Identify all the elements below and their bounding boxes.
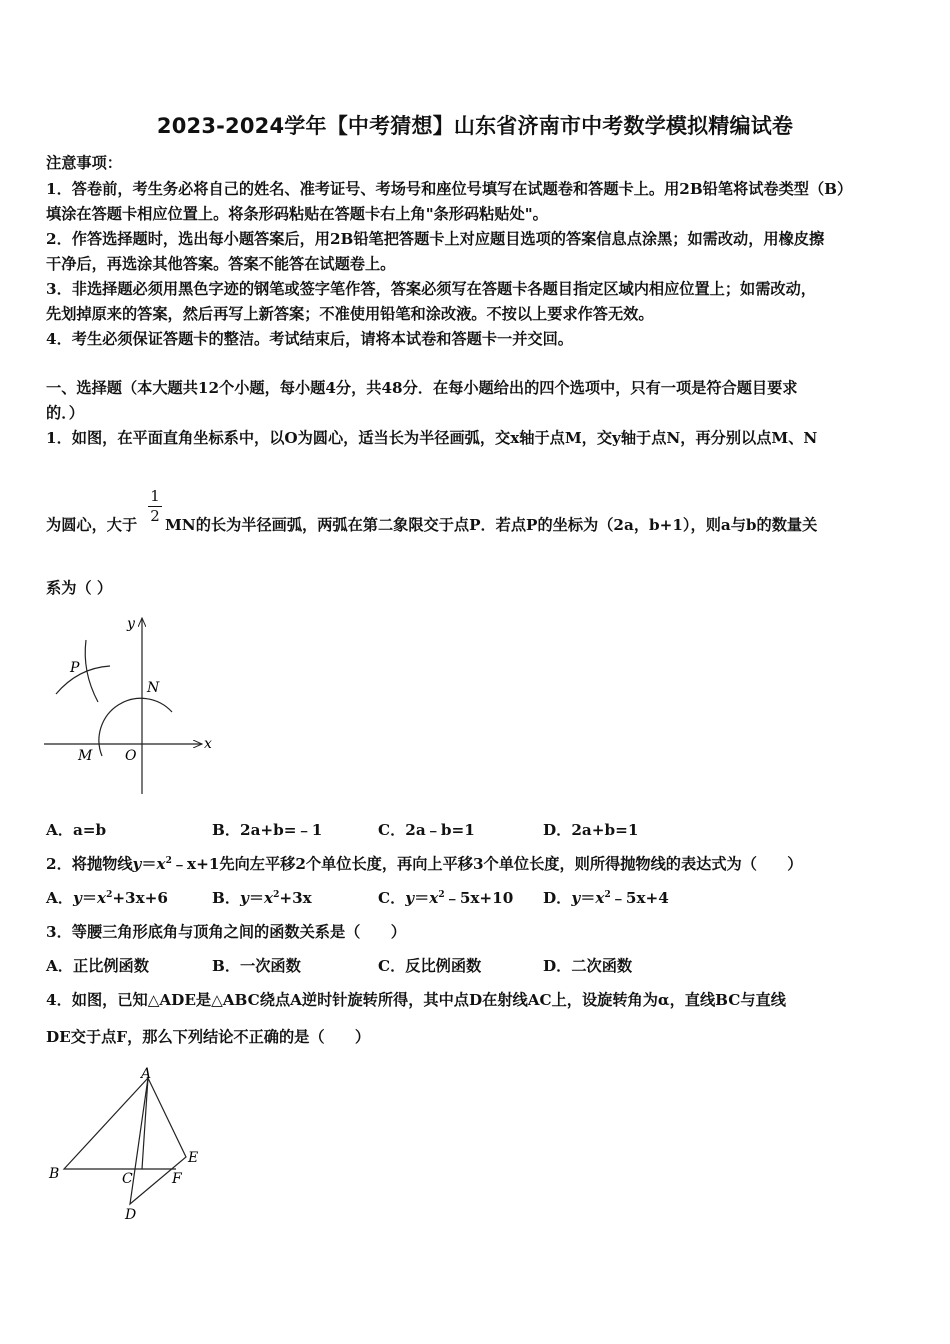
triangle-abc [64,1078,148,1169]
q2-option-x: x [264,889,274,907]
q1-coordinate-figure [40,612,220,802]
q2-expr-x: x [156,855,166,873]
q2-option-c [378,887,513,908]
section-heading: 一、选择题（本大题共12个小题，每小题4分，共48分．在每小题给出的四个选项中，只有一项是符合题目要求 [46,379,798,397]
notice-line: 1．答卷前，考生务必将自己的姓名、准考证号、考场号和座位号填写在试题卷和答题卡上。用2B铅笔将试卷类型（B） [46,180,853,198]
q2-expr-exponent: 2 [165,856,172,866]
q2-option-label: A． [46,889,73,907]
label-b: B [49,1166,60,1182]
q2-option-rest: ﹣5x+10 [444,889,514,907]
label-e: E [188,1150,199,1166]
q1-option-b: B．2a+b=﹣1 [212,821,323,839]
q2-expr-eq: ＝ [141,855,157,873]
q2-option-label: C． [378,889,406,907]
label-x: x [204,736,212,752]
q2-option-exponent: 2 [604,890,611,900]
q2-option-exponent: 2 [106,890,113,900]
q2-option-rest: +3x [279,889,312,907]
label-m: M [78,748,93,764]
q2-option-eq: ＝ [414,889,430,907]
q2-option-exponent: 2 [273,890,280,900]
q3-option-b: B．一次函数 [212,957,301,975]
q2-option-eq: ＝ [580,889,596,907]
q1-option-c: C．2a﹣b=1 [378,821,475,839]
q2-option-exponent: 2 [438,890,445,900]
label-c: C [122,1171,133,1187]
q2-option-rest: +3x+6 [112,889,168,907]
arc-from-n [85,640,98,702]
q4-text-line2: DE交于点F，那么下列结论不正确的是（ ） [46,1028,371,1046]
q2-option-y: y [72,889,82,907]
q1-option-a: A．a=b [46,821,107,839]
q2-expr-y: y [132,855,142,873]
q2-option-y: y [571,889,581,907]
section-heading-cont: 的．） [46,404,84,422]
q2-option-eq: ＝ [81,889,97,907]
q2-option-b [212,887,312,908]
notice-line: 4．考生必须保证答题卡的整洁。考试结束后，请将本试卷和答题卡一并交回。 [46,330,573,348]
q2-text-post: 先向左平移2个单位长度，再向上平移3个单位长度，则所得抛物线的表达式为（ ） [219,855,803,873]
q1-option-d: D．2a+b=1 [543,821,639,839]
q3-option-a: A．正比例函数 [46,957,149,975]
q3-text: 3．等腰三角形底角与顶角之间的函数关系是（ ） [46,923,406,941]
q2-option-x: x [595,889,605,907]
q2-option-x: x [97,889,107,907]
q2-option-x: x [429,889,439,907]
q2-option-label: B． [212,889,241,907]
notice-line: 填涂在答题卡相应位置上。将条形码粘贴在答题卡右上角"条形码粘贴处"。 [46,205,548,223]
label-f: F [172,1171,182,1187]
q2-option-rest: ﹣5x+4 [610,889,669,907]
q2-text-pre: 2．将抛物线 [46,855,133,873]
q1-fraction-numerator: 1 [150,487,160,505]
notice-heading: 注意事项： [46,154,122,172]
q3-option-d: D．二次函数 [543,957,633,975]
q2-option-y: y [405,889,415,907]
q2-option-d [543,887,669,908]
q4-triangle-figure [40,1062,220,1222]
q1-text-line2-pre: 为圆心，大于 [46,516,138,534]
label-n: N [147,680,160,696]
arc-from-m [56,666,110,694]
label-d: D [125,1207,137,1222]
q1-text-line1: 1．如图，在平面直角坐标系中，以O为圆心，适当长为半径画弧，交x轴于点M，交y轴于点N，再分别以点M、N [46,429,818,447]
q2-option-a [46,887,168,908]
label-a: A [141,1066,152,1082]
q1-text-line3: 系为（ ） [46,579,113,597]
q2-text [46,853,802,874]
q2-option-y: y [240,889,249,907]
label-p: P [70,660,80,676]
notice-line: 2．作答选择题时，选出每小题答案后，用2B铅笔把答题卡上对应题目选项的答案信息点涂黑；如需改动，用橡皮擦 [46,230,825,248]
page-title: 2023-2024学年【中考猜想】山东省济南市中考数学模拟精编试卷 [156,114,794,138]
q1-fraction [148,488,162,525]
q2-option-label: D． [543,889,572,907]
q4-text-line1: 4．如图，已知△ADE是△ABC绕点A逆时针旋转所得，其中点D在射线AC上，设旋转角为α，直线BC与直线 [46,991,786,1009]
label-o: O [125,748,137,764]
label-y: y [127,616,135,632]
q2-option-eq: ＝ [248,889,265,907]
q1-text-line2-post: MN的长为半径画弧，两弧在第二象限交于点P．若点P的坐标为（2a，b+1），则a与b的数量关 [165,516,818,534]
q2-expr-rest: ﹣x+1 [171,855,220,873]
q3-option-c: C．反比例函数 [378,957,482,975]
notice-line: 3．非选择题必须用黑色字迹的钢笔或签字笔作答，答案必须写在答题卡各题目指定区域内相应位置上；如需改动， [46,280,816,298]
notice-line: 干净后，再选涂其他答案。答案不能答在试题卷上。 [46,255,396,273]
notice-line: 先划掉原来的答案，然后再写上新答案；不准使用铅笔和涂改液。不按以上要求作答无效。 [46,305,654,323]
q1-fraction-denominator: 2 [150,507,160,525]
